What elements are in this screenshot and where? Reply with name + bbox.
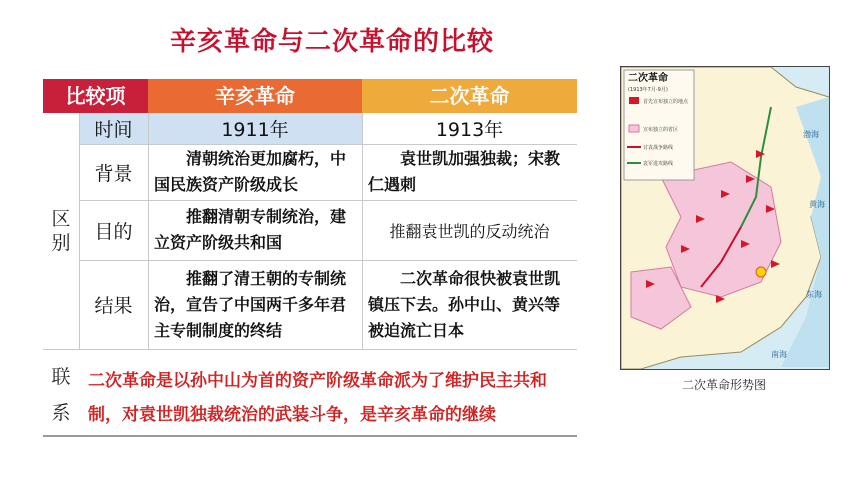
map-graphic (621, 67, 829, 369)
table-bottom-line (43, 435, 577, 437)
row-time-xinhai: 1911年 (148, 113, 362, 144)
legend-item: 讨袁战争路线 (643, 145, 674, 151)
sea-label: 黄海 (809, 200, 825, 209)
link-text: 二次革命是以孙中山为首的资产阶级革命派为了维护民主共和制，对袁世凯独裁统治的武装斗争，是辛亥革命的继续 (88, 371, 547, 425)
legend-province-swatch (629, 125, 639, 132)
row-purpose-erci: 推翻袁世凯的反动统治 (389, 221, 550, 241)
map-caption: 二次革命形势图 (681, 378, 766, 392)
page-title: 辛亥革命与二次革命的比较 (170, 27, 495, 57)
row-background-erci: 袁世凯加强独裁；宋教仁遇刺 (368, 149, 561, 194)
row-background-xinhai: 清朝统治更加腐朽，中国民族资产阶级成长 (154, 149, 347, 194)
grid-line (79, 113, 80, 349)
grid-line (148, 113, 149, 349)
legend-item: 首先宣布独立的地点 (643, 99, 689, 105)
row-purpose-xinhai: 推翻清朝专制统治，建立资产阶级共和国 (154, 207, 347, 252)
legend-item: 宣布独立的省区 (643, 127, 679, 133)
row-purpose-label: 目的 (94, 220, 133, 243)
legend-flag-swatch (629, 97, 639, 104)
group-label-difference: 区 别 (51, 208, 71, 254)
row-result-erci: 二次革命很快被袁世凯镇压下去。孙中山、黄兴等被迫流亡日本 (368, 269, 561, 340)
map-title: 二次革命 (628, 73, 668, 84)
header-xinhai: 辛亥革命 (148, 79, 362, 113)
grid-line (362, 113, 363, 349)
link-label: 联 系 (51, 366, 71, 424)
row-result-label: 结果 (94, 295, 133, 317)
legend-item: 袁军进攻路线 (643, 161, 674, 167)
row-background-label: 背景 (94, 162, 133, 185)
map-subtitle: (1913年7月-9月) (628, 87, 668, 93)
revolution-map (620, 66, 830, 370)
grid-line (79, 144, 577, 145)
row-result-xinhai: 推翻了清王朝的专制统治，宣告了中国两千多年君主专制制度的终结 (154, 269, 347, 340)
star-marker (756, 267, 766, 277)
row-time-erci: 1913年 (435, 119, 504, 141)
grid-line (43, 349, 577, 350)
sea-label: 渤海 (803, 130, 819, 139)
row-time-label: 时间 (79, 113, 148, 144)
grid-line (79, 260, 577, 261)
header-erci: 二次革命 (362, 79, 577, 113)
sea-label: 东海 (806, 290, 822, 299)
sea-label: 南海 (771, 350, 787, 359)
header-compare-item: 比较项 (43, 79, 148, 113)
grid-line (79, 200, 577, 201)
